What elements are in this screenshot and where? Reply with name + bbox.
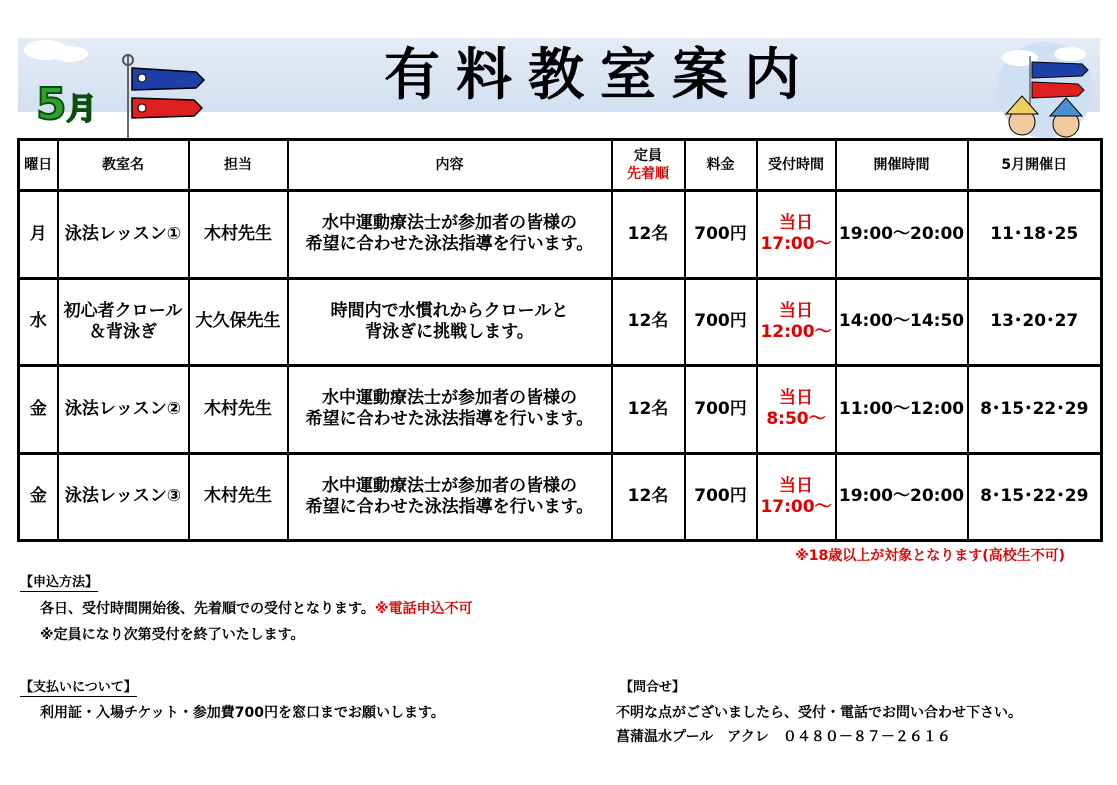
header-capacity: 定員 先着順 [612,140,685,191]
dates-cell: 8･15･22･29 [968,453,1102,541]
application-heading: 【申込方法】 [20,571,98,592]
inquiry-heading: 【問合せ】 [620,680,686,695]
class-schedule-table [17,138,1103,542]
content-cell: 水中運動療法士が参加者の皆様の 希望に合わせた泳法指導を行います。 [288,191,612,279]
table-row [19,278,1102,366]
fee-cell: 700円 [685,278,757,366]
reception-cell: 当日 8:50～ [757,366,836,454]
reception-cell: 当日 17:00～ [757,453,836,541]
day-cell: 金 [19,366,58,454]
teacher-cell: 大久保先生 [189,278,288,366]
age-restriction-note: ※18歳以上が対象となります(高校生不可) [795,548,1065,564]
payment-heading: 【支払いについて】 [20,676,137,697]
content-cell: 水中運動療法士が参加者の皆様の 希望に合わせた泳法指導を行います。 [288,366,612,454]
hours-cell: 11:00～12:00 [836,366,968,454]
fee-cell: 700円 [685,453,757,541]
teacher-cell: 木村先生 [189,453,288,541]
class-cell: 初心者クロール ＆背泳ぎ [58,278,189,366]
header-content: 内容 [288,140,612,191]
dates-cell: 8･15･22･29 [968,366,1102,454]
application-line1: 各日、受付時間開始後、先着順での受付となります。※電話申込不可 [40,601,473,617]
hours-cell: 19:00～20:00 [836,191,968,279]
capacity-cell: 12名 [612,366,685,454]
class-cell: 泳法レッスン② [58,366,189,454]
class-cell: 泳法レッスン③ [58,453,189,541]
inquiry-contact: 菖蒲温水プール アクレ ０４８０－８７－２６１６ [616,729,951,745]
children-carp-illustration [990,40,1100,140]
no-phone-note: ※電話申込不可 [374,601,473,617]
content-cell: 水中運動療法士が参加者の皆様の 希望に合わせた泳法指導を行います。 [288,453,612,541]
capacity-cell: 12名 [612,191,685,279]
month-label: 5月 [36,79,97,130]
table-row [19,366,1102,454]
table-header-row [19,140,1102,191]
reception-cell: 当日 17:00～ [757,191,836,279]
teacher-cell: 木村先生 [189,366,288,454]
dates-cell: 11･18･25 [968,191,1102,279]
header-class: 教室名 [58,140,189,191]
day-cell: 月 [19,191,58,279]
header-reception: 受付時間 [757,140,836,191]
class-cell: 泳法レッスン① [58,191,189,279]
inquiry-line1: 不明な点がございましたら、受付・電話でお問い合わせ下さい。 [616,705,1022,721]
content-cell: 時間内で水慣れからクロールと 背泳ぎに挑戦します。 [288,278,612,366]
day-cell: 金 [19,453,58,541]
dates-cell: 13･20･27 [968,278,1102,366]
header-day: 曜日 [19,140,58,191]
table-row [19,453,1102,541]
page-title: 有料教室案内 [384,43,816,108]
teacher-cell: 木村先生 [189,191,288,279]
fee-cell: 700円 [685,191,757,279]
reception-cell: 当日 12:00～ [757,278,836,366]
header-dates: 5月開催日 [968,140,1102,191]
hours-cell: 19:00～20:00 [836,453,968,541]
header-fee: 料金 [685,140,757,191]
application-line2: ※定員になり次第受付を終了いたします。 [40,627,305,643]
payment-line1: 利用証・入場チケット・参加費700円を窓口までお願いします。 [40,705,445,721]
capacity-cell: 12名 [612,278,685,366]
fee-cell: 700円 [685,366,757,454]
header-teacher: 担当 [189,140,288,191]
table-row [19,191,1102,279]
header-hours: 開催時間 [836,140,968,191]
day-cell: 水 [19,278,58,366]
capacity-cell: 12名 [612,453,685,541]
hours-cell: 14:00～14:50 [836,278,968,366]
